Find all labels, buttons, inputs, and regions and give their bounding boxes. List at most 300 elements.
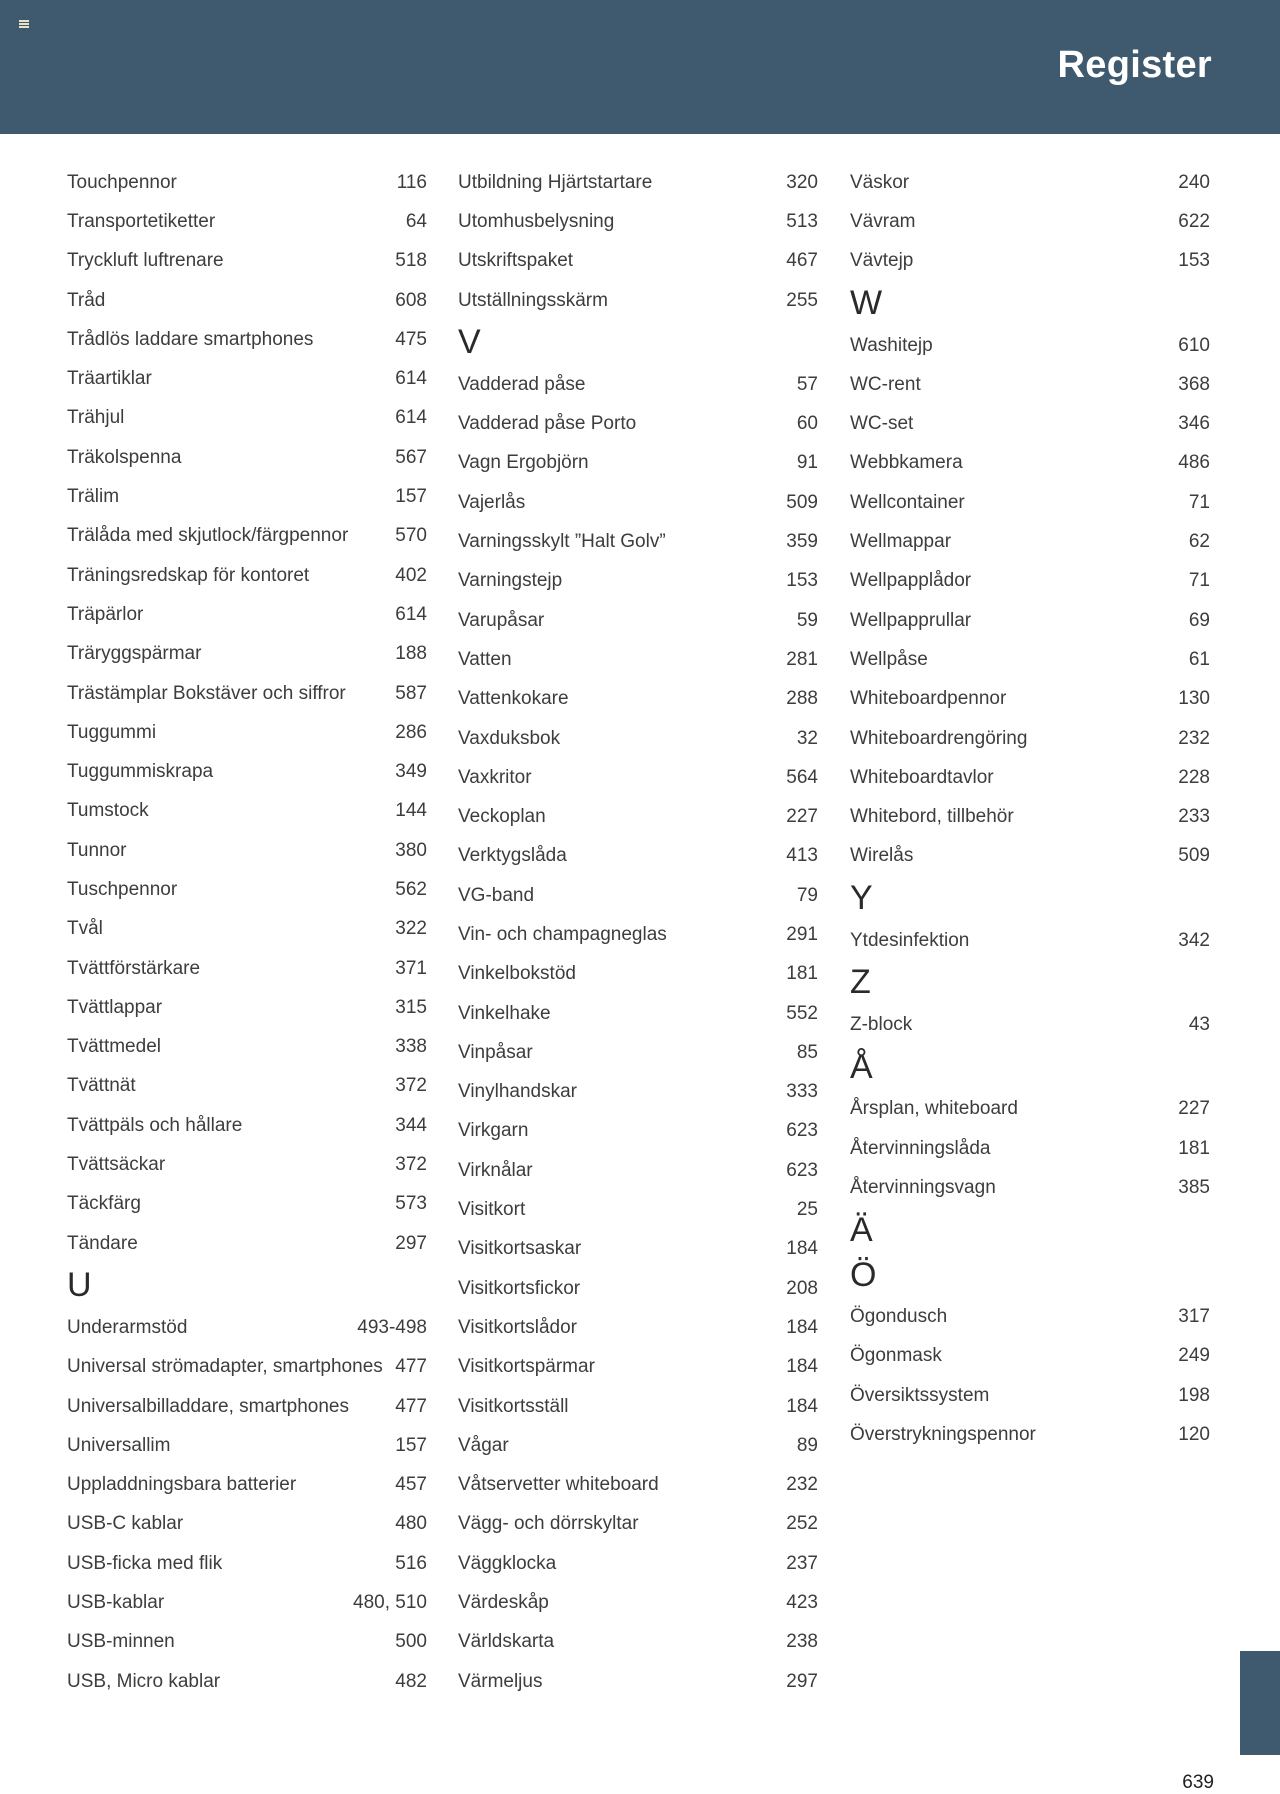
index-term: Vävtejp	[850, 250, 914, 272]
index-page-number: 85	[796, 1041, 818, 1063]
index-page-number: 500	[395, 1631, 427, 1653]
index-page-number: 238	[786, 1631, 818, 1653]
index-page-number: 57	[796, 373, 818, 395]
index-entry	[458, 1073, 818, 1112]
index-column-3	[850, 163, 1210, 1455]
index-column-2	[458, 163, 818, 1701]
index-entry	[850, 640, 1210, 679]
index-entry	[67, 831, 427, 870]
index-entry	[67, 1426, 427, 1465]
index-entry	[850, 163, 1210, 202]
index-term: Träryggspärmar	[67, 643, 202, 665]
index-term: Vattenkokare	[458, 688, 569, 710]
index-term: Varupåsar	[458, 609, 545, 631]
index-entry	[850, 1376, 1210, 1415]
index-page-number: 291	[786, 923, 818, 945]
index-term: Visitkortsfickor	[458, 1277, 581, 1299]
index-page-number: 380	[395, 839, 427, 861]
index-entry	[458, 876, 818, 915]
index-term: Återvinningslåda	[850, 1137, 991, 1159]
index-entry	[67, 1505, 427, 1544]
index-page-number: 480, 510	[353, 1592, 427, 1614]
section-letter: U	[67, 1266, 92, 1305]
index-term: Veckoplan	[458, 806, 546, 828]
index-page-number: 188	[395, 643, 427, 665]
index-page-number: 227	[1178, 1098, 1210, 1120]
index-term: Vadderad påse Porto	[458, 413, 637, 435]
index-term: Tvättlappar	[67, 996, 163, 1018]
index-entry	[850, 365, 1210, 404]
index-page-number: 467	[786, 250, 818, 272]
index-term: Uppladdningsbara batterier	[67, 1474, 297, 1496]
index-term: Tvål	[67, 918, 103, 940]
index-page-number: 69	[1188, 609, 1210, 631]
index-page-number: 286	[395, 721, 427, 743]
index-entry	[458, 719, 818, 758]
index-entry	[67, 242, 427, 281]
index-entry	[850, 326, 1210, 365]
index-term: Wellpapprullar	[850, 609, 972, 631]
index-term: Vågar	[458, 1434, 509, 1456]
index-term: Wellcontainer	[850, 491, 965, 513]
index-page-number: 322	[395, 918, 427, 940]
index-entry	[458, 797, 818, 836]
index-term: Väggklocka	[458, 1552, 557, 1574]
index-entry	[67, 359, 427, 398]
index-entry	[850, 758, 1210, 797]
index-entry	[67, 556, 427, 595]
index-entry	[67, 792, 427, 831]
index-entry	[850, 1129, 1210, 1168]
index-page-number: 130	[1178, 688, 1210, 710]
index-term: Webbkamera	[850, 452, 963, 474]
index-term: Översiktssystem	[850, 1384, 990, 1406]
index-entry	[850, 1168, 1210, 1207]
index-entry	[850, 601, 1210, 640]
index-page-number: 475	[395, 328, 427, 350]
index-term: Vinkelhake	[458, 1002, 551, 1024]
index-entry	[458, 915, 818, 954]
index-entry	[458, 281, 818, 320]
index-term: Återvinningsvagn	[850, 1176, 996, 1198]
index-entry	[67, 281, 427, 320]
index-page-number: 91	[796, 452, 818, 474]
index-term: Värdeskåp	[458, 1592, 549, 1614]
index-entry	[458, 1112, 818, 1151]
index-term: Transportetiketter	[67, 210, 216, 232]
index-page-number: 482	[395, 1670, 427, 1692]
index-page-number: 184	[786, 1316, 818, 1338]
index-page-number: 564	[786, 766, 818, 788]
index-page-number: 608	[395, 289, 427, 311]
index-page-number: 208	[786, 1277, 818, 1299]
index-term: Washitejp	[850, 334, 933, 356]
index-term: Utställningsskärm	[458, 289, 608, 311]
index-page-number: 89	[796, 1434, 818, 1456]
section-letter: Y	[850, 879, 873, 918]
index-page-number: 240	[1178, 171, 1210, 193]
index-page-number: 59	[796, 609, 818, 631]
index-entry	[458, 837, 818, 876]
index-page-number: 333	[786, 1081, 818, 1103]
index-entry	[458, 758, 818, 797]
index-term: Whiteboardrengöring	[850, 727, 1028, 749]
index-page-number: 181	[786, 963, 818, 985]
index-term: Träningsredskap för kontoret	[67, 564, 310, 586]
index-page-number: 562	[395, 878, 427, 900]
index-entry	[458, 1505, 818, 1544]
index-entry	[458, 1190, 818, 1229]
index-term: Wellpåse	[850, 648, 928, 670]
index-entry	[67, 870, 427, 909]
index-entry	[458, 680, 818, 719]
section-letter: W	[850, 283, 883, 322]
index-entry	[850, 1090, 1210, 1129]
index-entry	[850, 921, 1210, 960]
index-page-number: 281	[786, 648, 818, 670]
index-entry	[67, 1583, 427, 1622]
index-entry	[67, 163, 427, 202]
index-term: Värmeljus	[458, 1670, 543, 1692]
index-term: Tuggummiskrapa	[67, 761, 214, 783]
index-term: Tvättförstärkare	[67, 957, 201, 979]
index-page-number: 255	[786, 289, 818, 311]
index-term: Tvättmedel	[67, 1036, 161, 1058]
index-entry	[458, 640, 818, 679]
index-entry	[67, 910, 427, 949]
index-page-number: 157	[395, 1434, 427, 1456]
index-term: USB-ficka med flik	[67, 1552, 223, 1574]
index-term: Visitkortsställ	[458, 1395, 569, 1417]
index-page-number: 570	[395, 525, 427, 547]
index-entry	[850, 1005, 1210, 1044]
index-entry	[458, 562, 818, 601]
index-page-number: 252	[786, 1513, 818, 1535]
index-term: Tuggummi	[67, 721, 157, 743]
index-entry	[67, 1544, 427, 1583]
index-term: USB-minnen	[67, 1631, 175, 1653]
index-page-number: 181	[1178, 1137, 1210, 1159]
index-page-number: 402	[395, 564, 427, 586]
index-page-number: 610	[1178, 334, 1210, 356]
index-term: Universalbilladdare, smartphones	[67, 1395, 349, 1417]
index-entry	[458, 1662, 818, 1701]
index-page-number: 509	[786, 491, 818, 513]
page-header	[0, 0, 1280, 134]
index-page-number: 25	[796, 1199, 818, 1221]
index-term: Universallim	[67, 1434, 171, 1456]
index-page-number: 342	[1178, 929, 1210, 951]
index-term: Trästämplar Bokstäver och siffror	[67, 682, 346, 704]
index-page-number: 60	[796, 413, 818, 435]
index-entry	[850, 242, 1210, 281]
index-page-number: 184	[786, 1238, 818, 1260]
index-entry	[67, 517, 427, 556]
index-entry	[458, 1426, 818, 1465]
index-term: Tvättsäckar	[67, 1154, 166, 1176]
index-entry	[850, 562, 1210, 601]
section-letter: Ö	[850, 1255, 877, 1294]
index-page-number: 198	[1178, 1384, 1210, 1406]
index-entry	[458, 1348, 818, 1387]
index-term: Vatten	[458, 648, 512, 670]
index-page-number: 359	[786, 531, 818, 553]
index-entry	[458, 1623, 818, 1662]
index-entry	[458, 1033, 818, 1072]
index-page-number: 372	[395, 1154, 427, 1176]
index-term: Tvättpäls och hållare	[67, 1114, 243, 1136]
index-term: Träartiklar	[67, 368, 152, 390]
index-term: Z-block	[850, 1013, 913, 1035]
index-term: Trådlös laddare smartphones	[67, 328, 314, 350]
index-term: Ytdesinfektion	[850, 929, 970, 951]
index-page-number: 516	[395, 1552, 427, 1574]
index-page-number: 385	[1178, 1176, 1210, 1198]
index-term: Tuschpennor	[67, 878, 178, 900]
index-term: Whiteboardpennor	[850, 688, 1007, 710]
index-entry	[850, 202, 1210, 241]
index-term: Träkolspenna	[67, 446, 182, 468]
index-term: Årsplan, whiteboard	[850, 1098, 1018, 1120]
index-page-number: 184	[786, 1356, 818, 1378]
index-page-number: 317	[1178, 1306, 1210, 1328]
index-entry	[458, 522, 818, 561]
index-entry	[458, 1151, 818, 1190]
index-entry	[67, 595, 427, 634]
index-entry	[458, 1387, 818, 1426]
index-page-number: 338	[395, 1036, 427, 1058]
index-entry	[67, 1623, 427, 1662]
index-term: Wirelås	[850, 845, 914, 867]
index-page-number: 297	[395, 1232, 427, 1254]
index-entry	[458, 242, 818, 281]
index-entry	[67, 477, 427, 516]
index-entry	[67, 202, 427, 241]
index-term: Vinkelbokstöd	[458, 963, 576, 985]
index-page-number: 413	[786, 845, 818, 867]
index-page-number: 552	[786, 1002, 818, 1024]
index-term: Tändare	[67, 1232, 138, 1254]
index-term: Trälim	[67, 486, 120, 508]
index-page-number: 622	[1178, 210, 1210, 232]
index-page-number: 513	[786, 210, 818, 232]
index-entry	[458, 1544, 818, 1583]
index-page-number: 493-498	[357, 1316, 427, 1338]
index-page-number: 228	[1178, 766, 1210, 788]
index-page-number: 486	[1178, 452, 1210, 474]
index-term: Ögonmask	[850, 1345, 942, 1367]
index-entry	[67, 438, 427, 477]
index-page-number: 153	[1178, 250, 1210, 272]
index-page-number: 153	[786, 570, 818, 592]
index-entry	[67, 635, 427, 674]
index-term: Träpärlor	[67, 603, 144, 625]
side-tab	[1240, 1651, 1280, 1755]
index-term: Vaxkritor	[458, 766, 532, 788]
index-entry	[67, 399, 427, 438]
index-term: Vaxduksbok	[458, 727, 561, 749]
index-entry	[850, 483, 1210, 522]
index-entry	[458, 1269, 818, 1308]
index-term: Vävram	[850, 210, 916, 232]
index-page-number: 71	[1188, 570, 1210, 592]
index-term: Tumstock	[67, 800, 149, 822]
index-term: Vägg- och dörrskyltar	[458, 1513, 639, 1535]
index-term: Virknålar	[458, 1159, 533, 1181]
menu-icon[interactable]	[19, 20, 29, 28]
index-term: Wellmappar	[850, 531, 952, 553]
index-entry	[67, 1387, 427, 1426]
section-letter: Z	[850, 963, 871, 1002]
index-term: Visitkortslådor	[458, 1316, 577, 1338]
index-page-number: 320	[786, 171, 818, 193]
index-entry	[67, 1348, 427, 1387]
index-entry	[458, 1230, 818, 1269]
index-term: Väskor	[850, 171, 910, 193]
index-term: Trälåda med skjutlock/färgpennor	[67, 525, 349, 547]
index-entry	[67, 1224, 427, 1263]
index-page-number: 480	[395, 1513, 427, 1535]
index-term: Utskriftspaket	[458, 250, 574, 272]
index-entry	[458, 1466, 818, 1505]
index-term: Verktygslåda	[458, 845, 567, 867]
index-entry	[67, 1185, 427, 1224]
index-entry	[67, 949, 427, 988]
index-term: Vin- och champagneglas	[458, 923, 667, 945]
index-entry	[67, 988, 427, 1027]
index-entry	[850, 1337, 1210, 1376]
index-entry	[850, 797, 1210, 836]
page-number: 639	[1182, 1772, 1214, 1793]
index-page-number: 297	[786, 1670, 818, 1692]
index-entry	[458, 1308, 818, 1347]
index-term: Touchpennor	[67, 171, 177, 193]
index-column-1	[67, 163, 427, 1701]
index-term: Trähjul	[67, 407, 125, 429]
index-entry	[67, 1106, 427, 1145]
index-page-number: 457	[395, 1474, 427, 1496]
index-term: Täckfärg	[67, 1193, 141, 1215]
index-entry	[458, 601, 818, 640]
index-page-number: 62	[1188, 531, 1210, 553]
index-entry	[458, 365, 818, 404]
index-term: Varningstejp	[458, 570, 563, 592]
index-term: Virkgarn	[458, 1120, 529, 1142]
index-page-number: 372	[395, 1075, 427, 1097]
index-page-number: 144	[395, 800, 427, 822]
index-page-number: 623	[786, 1120, 818, 1142]
index-page-number: 184	[786, 1395, 818, 1417]
index-page-number: 227	[786, 806, 818, 828]
index-term: Tryckluft luftrenare	[67, 250, 224, 272]
index-page-number: 157	[395, 486, 427, 508]
index-entry	[458, 444, 818, 483]
index-entry	[458, 163, 818, 202]
index-term: Utomhusbelysning	[458, 210, 615, 232]
section-letter: Ä	[850, 1210, 873, 1249]
index-page-number: 232	[786, 1474, 818, 1496]
index-entry	[850, 444, 1210, 483]
index-term: Tvättnät	[67, 1075, 136, 1097]
index-page-number: 344	[395, 1114, 427, 1136]
index-page-number: 249	[1178, 1345, 1210, 1367]
index-page-number: 237	[786, 1552, 818, 1574]
index-term: WC-rent	[850, 373, 921, 395]
index-term: Visitkortspärmar	[458, 1356, 595, 1378]
index-page-number: 368	[1178, 373, 1210, 395]
index-page-number: 614	[395, 603, 427, 625]
index-page-number: 477	[395, 1356, 427, 1378]
index-page-number: 518	[395, 250, 427, 272]
index-entry	[850, 1298, 1210, 1337]
index-page-number: 346	[1178, 413, 1210, 435]
index-term: Våtservetter whiteboard	[458, 1474, 659, 1496]
index-entry	[458, 202, 818, 241]
index-term: USB-kablar	[67, 1592, 165, 1614]
index-entry	[67, 1145, 427, 1184]
index-term: Underarmstöd	[67, 1316, 188, 1338]
index-page-number: 477	[395, 1395, 427, 1417]
index-term: VG-band	[458, 884, 535, 906]
index-page-number: 79	[796, 884, 818, 906]
index-term: USB, Micro kablar	[67, 1670, 221, 1692]
index-page-number: 371	[395, 957, 427, 979]
index-term: Visitkort	[458, 1199, 526, 1221]
index-entry	[458, 404, 818, 443]
index-entry	[67, 674, 427, 713]
index-term: WC-set	[850, 413, 914, 435]
index-term: Whitebord, tillbehör	[850, 806, 1014, 828]
index-entry	[67, 752, 427, 791]
page-title: Register	[1057, 44, 1212, 86]
index-page-number: 349	[395, 761, 427, 783]
index-page-number: 567	[395, 446, 427, 468]
index-entry	[850, 522, 1210, 561]
index-term: Överstrykningspennor	[850, 1424, 1036, 1446]
index-term: Vinpåsar	[458, 1041, 533, 1063]
index-term: Utbildning Hjärtstartare	[458, 171, 653, 193]
index-term: Vinylhandskar	[458, 1081, 578, 1103]
index-page-number: 315	[395, 996, 427, 1018]
index-term: USB-C kablar	[67, 1513, 184, 1535]
index-page-number: 573	[395, 1193, 427, 1215]
index-entry	[850, 404, 1210, 443]
index-page-number: 614	[395, 407, 427, 429]
index-term: Vagn Ergobjörn	[458, 452, 589, 474]
index-entry	[458, 1583, 818, 1622]
index-term: Vadderad påse	[458, 373, 586, 395]
index-term: Vajerlås	[458, 491, 526, 513]
index-page-number: 43	[1188, 1013, 1210, 1035]
index-term: Tråd	[67, 289, 106, 311]
section-letter: V	[458, 323, 481, 362]
index-entry	[850, 837, 1210, 876]
index-page-number: 623	[786, 1159, 818, 1181]
index-page-number: 233	[1178, 806, 1210, 828]
index-page-number: 64	[405, 210, 427, 232]
index-page-number: 61	[1188, 648, 1210, 670]
index-page-number: 116	[396, 171, 427, 193]
index-entry	[850, 719, 1210, 758]
index-term: Universal strömadapter, smartphones	[67, 1356, 383, 1378]
index-entry	[850, 1415, 1210, 1454]
index-entry	[67, 1662, 427, 1701]
index-entry	[458, 994, 818, 1033]
index-page-number: 423	[786, 1592, 818, 1614]
index-page-number: 288	[786, 688, 818, 710]
index-entry	[458, 955, 818, 994]
index-page-number: 587	[395, 682, 427, 704]
